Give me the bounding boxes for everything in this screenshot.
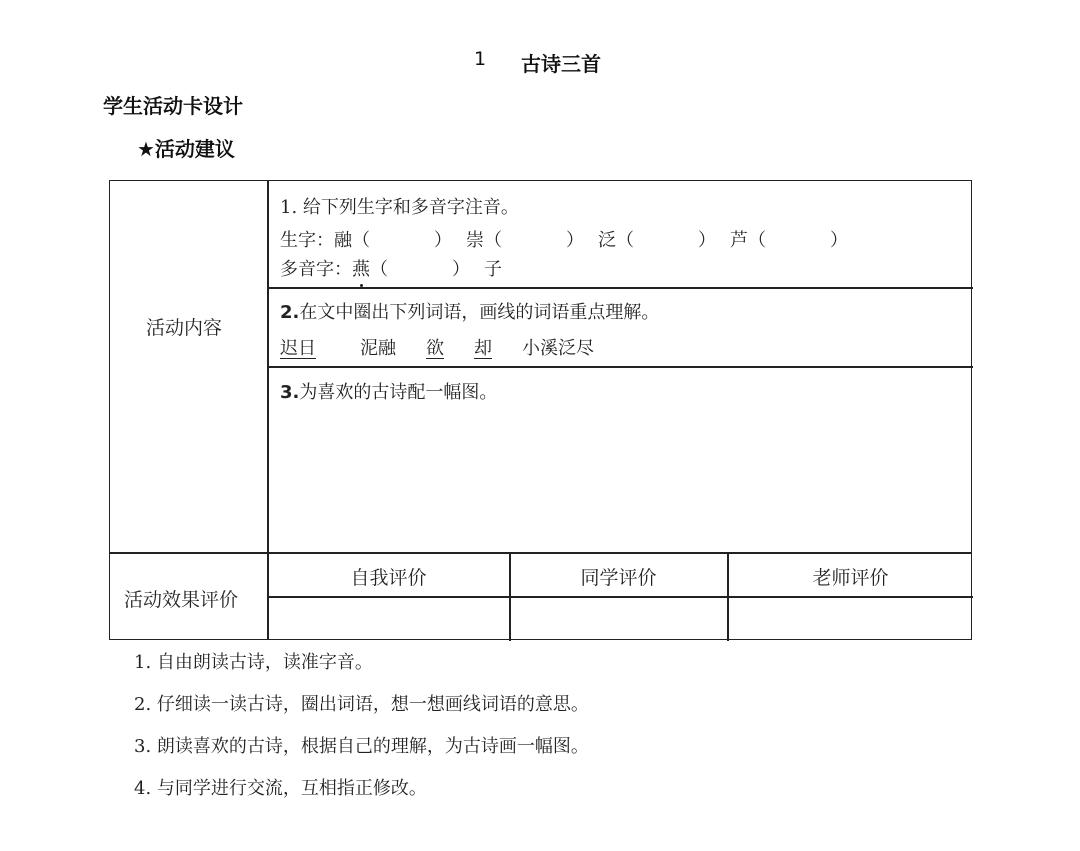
instruction-item: 2. 仔细读一读古诗，圈出词语，想一想画线词语的意思。: [134, 694, 589, 715]
lesson-title: 古诗三首: [521, 52, 601, 76]
page-title: [0, 44, 1080, 78]
char-fan: 泛（: [598, 230, 634, 251]
paren-close: ）: [452, 259, 470, 280]
char-yan-dotted: 燕: [352, 255, 370, 281]
lesson-number: 1: [474, 48, 487, 70]
self-evaluation-header: 自我评价: [350, 567, 427, 589]
paren-close: ）: [830, 230, 848, 251]
instruction-list: [134, 648, 589, 816]
char-lu: 芦（: [730, 230, 766, 251]
task-3-text: 为喜欢的古诗配一幅图。: [299, 382, 498, 403]
paren-close: ）: [434, 230, 452, 251]
new-characters-label: 生字：: [280, 230, 334, 251]
task-2-number: 2.: [280, 302, 300, 323]
word: 小溪泛尽: [522, 338, 594, 359]
teacher-evaluation-header: 老师评价: [812, 567, 889, 589]
char-zi: 子: [484, 259, 502, 280]
peer-evaluation-header: 同学评价: [580, 567, 657, 589]
char-rong: 融（: [334, 230, 370, 251]
task-2-heading: [280, 298, 659, 324]
paren-close: ）: [698, 230, 716, 251]
evaluation-label: 活动效果评价: [124, 589, 239, 611]
activity-suggestion-heading: ★活动建议: [137, 137, 235, 161]
table-divider: [267, 596, 973, 598]
table-divider: [267, 366, 973, 368]
word-underlined: 欲: [426, 338, 444, 359]
task-1-heading: 1. 给下列生字和多音字注音。: [280, 197, 519, 218]
section-title: 学生活动卡设计: [103, 94, 243, 118]
instruction-item: 4. 与同学进行交流，互相指正修改。: [134, 778, 427, 799]
instruction-item: 3. 朗读喜欢的古诗，根据自己的理解，为古诗画一幅图。: [134, 736, 589, 757]
activity-table: [109, 180, 972, 640]
task-2-text: 在文中圈出下列词语，画线的词语重点理解。: [299, 302, 660, 323]
word-underlined: 却: [474, 338, 492, 359]
task-1-polyphonic: [280, 255, 502, 281]
task-3-number: 3.: [280, 382, 300, 403]
instruction-item: 1. 自由朗读古诗，读准字音。: [134, 652, 373, 673]
table-divider: [110, 552, 971, 554]
polyphonic-label: 多音字：: [280, 259, 352, 280]
word: 泥融: [360, 338, 396, 359]
activity-content-label: 活动内容: [146, 317, 223, 339]
table-divider: [267, 287, 973, 289]
task-3-heading: [280, 378, 497, 404]
word-underlined: 迟日: [280, 338, 316, 359]
task-2-word-list: [280, 334, 594, 360]
char-chong: 崇（: [466, 230, 502, 251]
paren-open: （: [370, 259, 388, 280]
paren-close: ）: [566, 230, 584, 251]
task-1-new-characters: [280, 226, 848, 252]
